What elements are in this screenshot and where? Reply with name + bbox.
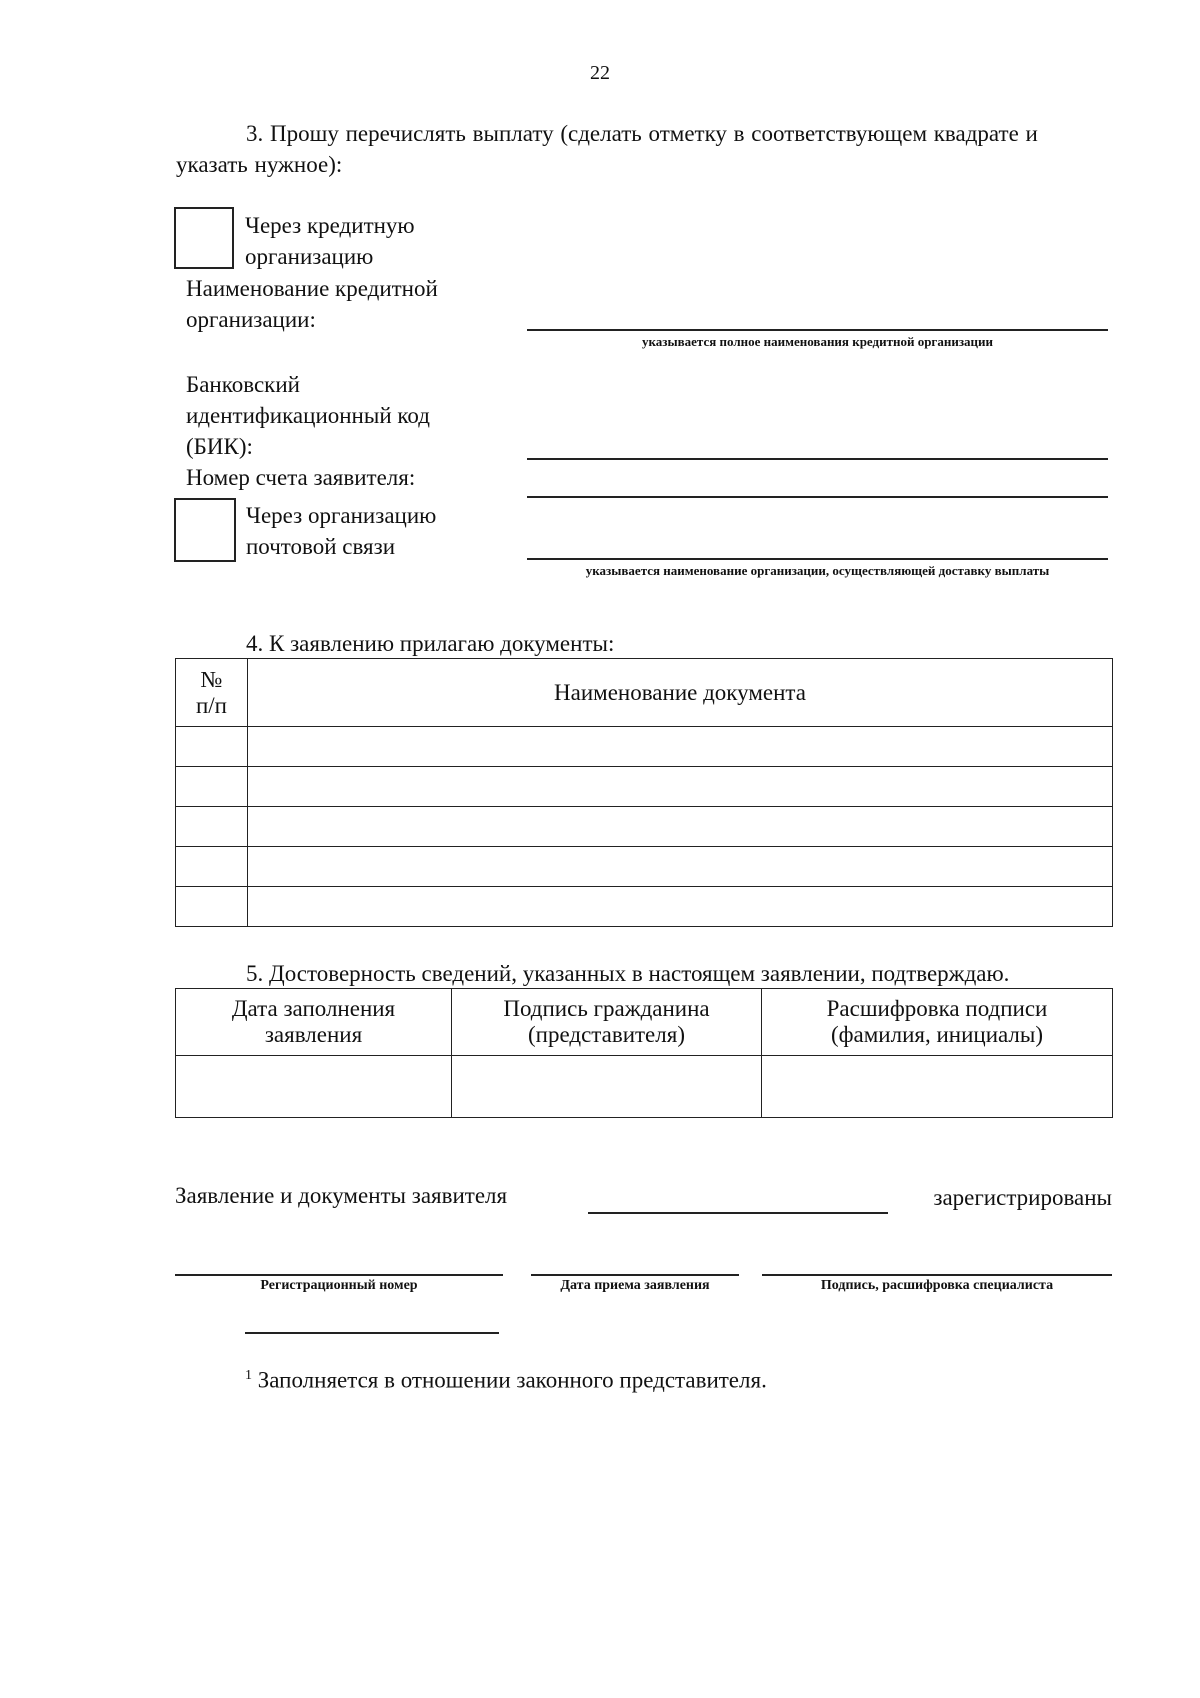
footnote [245,1360,1045,1396]
documents-table [175,658,1113,927]
registration-number-caption: Регистрационный номер [260,1278,418,1293]
footnote-text: Заполняется в отношении законного представителя. [257,1367,767,1393]
col-date-header: Дата заполнения заявления [176,989,452,1056]
document-name-cell[interactable] [248,767,1113,807]
section-5-heading: 5. Достоверность сведений, указанных в настоящем заявлении, подтверждаю. [246,961,1010,986]
row-number-cell[interactable] [176,767,248,807]
specialist-signature-field[interactable] [762,1274,1112,1276]
registration-tail: зарегистрированы [933,1185,1112,1210]
registration-number-field[interactable] [175,1274,503,1276]
table-row [176,807,1113,847]
bik-label: Банковский идентификационный код (БИК): [186,372,430,459]
footnote-mark: 1 [245,1368,252,1383]
row-number-cell[interactable] [176,847,248,887]
credit-option-label: Через кредитную организацию [245,213,415,269]
col-number-header: № п/п [176,659,248,727]
col-document-name-header: Наименование документа [248,659,1113,727]
account-label: Номер счета заявителя: [186,465,416,490]
registration-lead: Заявление и документы заявителя [175,1183,508,1208]
row-number-cell[interactable] [176,807,248,847]
date-cell[interactable] [176,1056,452,1118]
credit-name-field[interactable] [527,329,1108,331]
acceptance-date-caption: Дата приема заявления [560,1278,710,1293]
section-3-heading: 3. Прошу перечислять выплату (сделать отметку в соответствующем квадрате и указать нужное): [176,121,1038,177]
page-number: 22 [590,62,610,84]
section-4-heading: 4. К заявлению прилагаю документы: [246,631,615,656]
col-decryption-header: Расшифровка подписи (фамилия, инициалы) [762,989,1113,1056]
post-option-label: Через организацию почтовой связи [246,503,437,559]
confirmation-table-header [176,989,1113,1056]
registration-field[interactable] [588,1212,888,1214]
documents-table-header [176,659,1113,727]
table-row [176,1056,1113,1118]
bik-field[interactable] [527,458,1108,460]
document-name-cell[interactable] [248,847,1113,887]
post-hint: указывается наименование организации, осуществляющей доставку выплаты [585,563,1050,578]
table-row [176,727,1113,767]
table-row [176,847,1113,887]
decryption-cell[interactable] [762,1056,1113,1118]
confirmation-table [175,988,1113,1118]
row-number-cell[interactable] [176,887,248,927]
table-row [176,887,1113,927]
post-organization-checkbox[interactable] [174,498,236,562]
document-name-cell[interactable] [248,887,1113,927]
signature-cell[interactable] [452,1056,762,1118]
credit-name-hint: указывается полное наименования кредитной организации [641,334,994,349]
table-row [176,767,1113,807]
document-name-cell[interactable] [248,807,1113,847]
acceptance-date-field[interactable] [531,1274,739,1276]
credit-name-label: Наименование кредитной организации: [186,276,438,332]
col-signature-header: Подпись гражданина (представителя) [452,989,762,1056]
specialist-signature-caption: Подпись, расшифровка специалиста [820,1278,1054,1293]
row-number-cell[interactable] [176,727,248,767]
footnote-separator [245,1332,499,1334]
account-field[interactable] [527,496,1108,498]
document-name-cell[interactable] [248,727,1113,767]
credit-organization-checkbox[interactable] [174,207,234,269]
post-organization-field[interactable] [527,558,1108,560]
